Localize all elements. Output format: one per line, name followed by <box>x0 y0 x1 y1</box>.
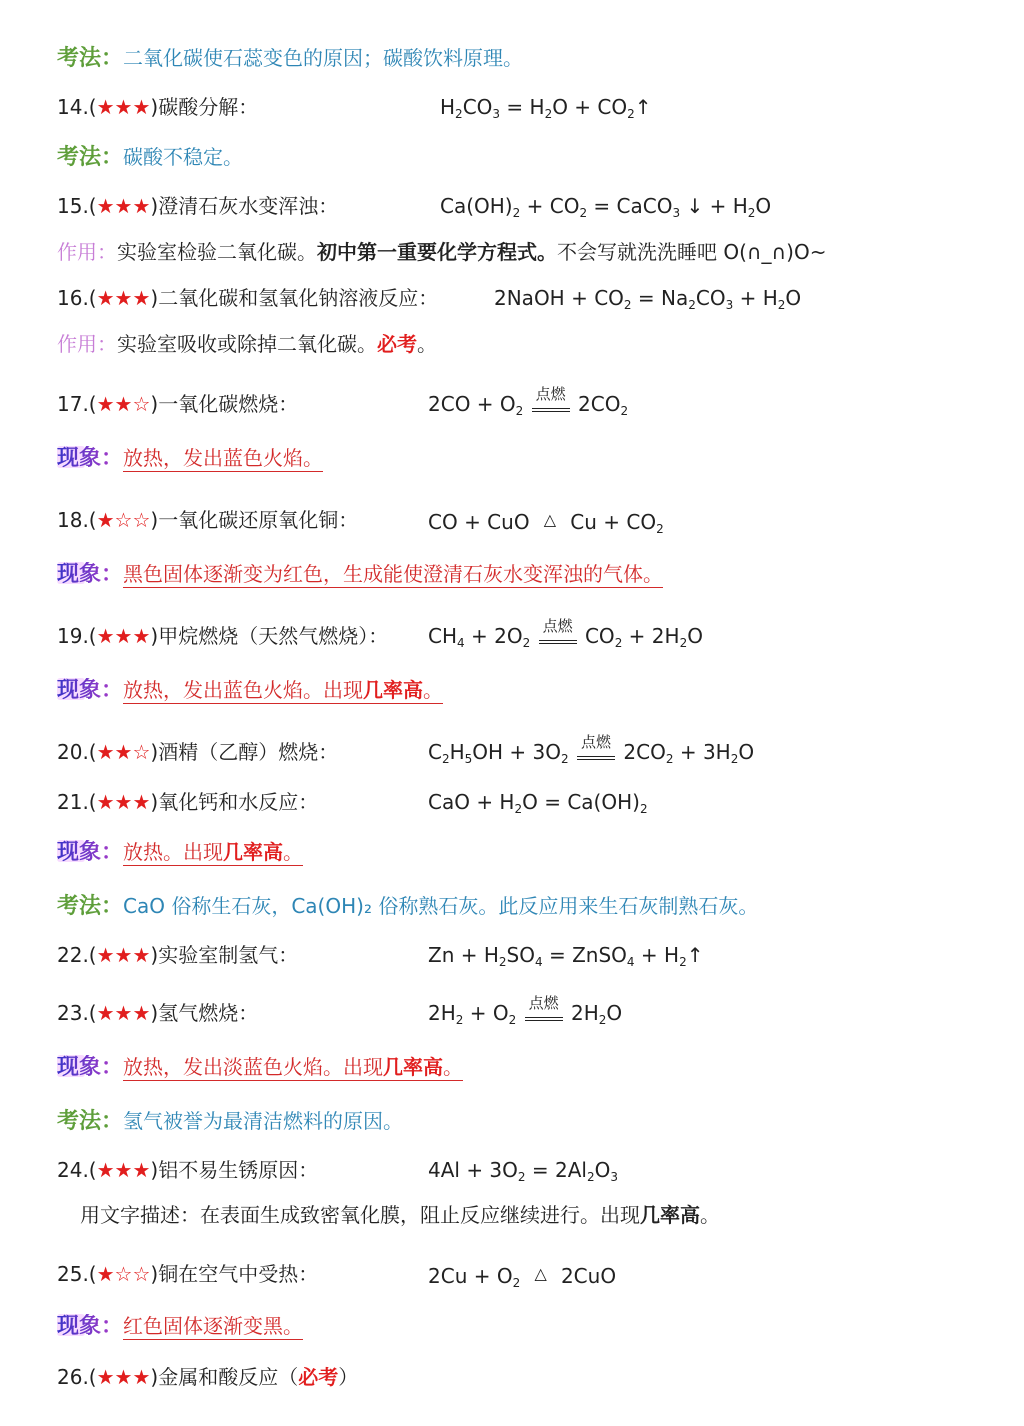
reaction-number: 23.( <box>57 1001 97 1025</box>
zuoyong-line-15 <box>57 239 826 265</box>
star-empty: ☆ <box>132 392 151 416</box>
heat-triangle-icon: △ <box>543 510 557 529</box>
reaction-name: 一氧化碳燃烧： <box>158 392 299 416</box>
star-rating: ★★ <box>96 740 133 764</box>
star-rating: ★★★ <box>96 624 151 648</box>
zuoyong-line-16 <box>57 331 437 357</box>
kaofa-tag: 考法： <box>57 894 124 919</box>
zuoyong-joke: 不会写就洗洗睡吧 O(∩_∩)O~ <box>557 240 827 264</box>
paren: ) <box>150 624 159 648</box>
xianxiang-tag: 现象： <box>57 562 124 587</box>
star-empty: ☆☆ <box>114 508 151 532</box>
xianxiang-tag: 现象： <box>57 840 124 865</box>
reaction-15-title <box>57 193 338 219</box>
reaction-25-title <box>57 1261 318 1287</box>
reaction-17-title <box>57 391 298 417</box>
phenomenon-text: 放热。出现几率高。 <box>123 840 304 864</box>
star-rating: ★★★ <box>96 790 151 814</box>
zuoyong-tag: 作用： <box>57 240 117 264</box>
star-empty: ☆ <box>132 740 151 764</box>
reaction-23-title <box>57 1000 258 1026</box>
equation-14: $H_2CO_3 = H_2O$ + $CO_2↑$ <box>440 95 652 121</box>
paren: ) <box>150 1158 159 1182</box>
reaction-21-title <box>57 789 318 815</box>
punct: 。 <box>417 332 437 356</box>
reaction-number: 26.( <box>57 1365 97 1389</box>
reaction-name: 二氧化碳和氢氧化钠溶液反应： <box>158 286 439 310</box>
paren: ) <box>150 790 159 814</box>
reaction-26-title <box>57 1364 358 1390</box>
reaction-name: 氢气燃烧： <box>158 1001 259 1025</box>
zuoyong-text: 实验室检验二氧化碳。 <box>117 240 317 264</box>
condition-ignite: 点燃 <box>530 398 572 424</box>
equation-17: $2CO + O_2$ 点燃 $2CO_2$ <box>428 391 628 424</box>
reaction-24-title <box>57 1157 318 1183</box>
equation-20: $C_2H_5OH + 3O_2$ 点燃 $2CO_2 + 3H_2O$ <box>428 739 754 772</box>
xianxiang-tag: 现象： <box>57 678 124 703</box>
description-emphasis: 几率高 <box>640 1203 700 1227</box>
xianxiang-line-18 <box>57 561 663 588</box>
reaction-number: 15.( <box>57 194 97 218</box>
paren: ) <box>150 1001 159 1025</box>
paren: ) <box>150 1262 159 1286</box>
equation-21: CaO + $H_2O = Ca(OH)_2$ <box>428 790 648 816</box>
paren: ) <box>150 392 159 416</box>
equation-24: $4Al + 3O_2 = 2Al_2O_3$ <box>428 1158 619 1184</box>
star-rating: ★ <box>96 1262 115 1286</box>
zuoyong-tag: 作用： <box>57 332 117 356</box>
reaction-22-title <box>57 942 298 968</box>
star-rating: ★★★ <box>96 286 151 310</box>
equation-16: 2NaOH + $CO_2 = Na_2CO_3 + H_2O$ <box>494 286 802 312</box>
reaction-number: 20.( <box>57 740 97 764</box>
xianxiang-line-19 <box>57 677 443 704</box>
kaofa-text: CaO 俗称生石灰，Ca(OH)₂ 俗称熟石灰。此反应用来生石灰制熟石灰。 <box>123 894 759 918</box>
reaction-number: 24.( <box>57 1158 97 1182</box>
star-rating: ★★ <box>96 392 133 416</box>
kaofa-line-21 <box>57 893 758 920</box>
condition-ignite: 点燃 <box>523 1007 565 1033</box>
reaction-name: 金属和酸反应（ <box>158 1365 299 1389</box>
xianxiang-line-17 <box>57 445 323 472</box>
phenomenon-text: 放热，发出蓝色火焰。 <box>123 446 324 470</box>
equation-15: $Ca(OH)_2 + CO_2$ = CaCO$_3$ ↓ + $H_2O$ <box>440 194 772 220</box>
equation-23: $2H_2 + O_2$ 点燃 $2H_2O$ <box>428 1000 622 1033</box>
reaction-number: 14.( <box>57 95 97 119</box>
kaofa-tag: 考法： <box>57 46 124 71</box>
star-rating: ★★★ <box>96 1158 151 1182</box>
reaction-16-title <box>57 285 438 311</box>
equation-19: $CH_4 + 2O_2$ 点燃 $CO_2 + 2H_2O$ <box>428 623 703 656</box>
kaofa-text: 氢气被誉为最清洁燃料的原因。 <box>123 1109 404 1133</box>
reaction-name: 酒精（乙醇）燃烧： <box>158 740 339 764</box>
heat-triangle-icon: △ <box>534 1264 547 1283</box>
star-empty: ☆☆ <box>114 1262 151 1286</box>
paren: ) <box>150 95 159 119</box>
xianxiang-tag: 现象： <box>57 446 124 471</box>
reaction-number: 19.( <box>57 624 97 648</box>
equation-22: $Zn + H_2SO_4$ = ZnSO$_4$ + $H_2↑$ <box>428 943 704 969</box>
equation-18: CO + CuO △ $Cu + CO_2$ <box>428 507 664 542</box>
star-rating: ★★★ <box>96 95 151 119</box>
paren: ) <box>150 740 159 764</box>
must-test-label: 必考 <box>298 1365 339 1389</box>
star-rating: ★★★ <box>96 1365 151 1389</box>
xianxiang-line-23 <box>57 1054 463 1081</box>
gas-up-arrow-icon: ↑ <box>686 943 704 967</box>
xianxiang-tag: 现象： <box>57 1314 124 1339</box>
star-rating: ★★★ <box>96 943 151 967</box>
reaction-14-title <box>57 94 258 120</box>
paren: ) <box>150 943 159 967</box>
phenomenon-text: 红色固体逐渐变黑。 <box>123 1314 304 1338</box>
reaction-number: 18.( <box>57 508 97 532</box>
reaction-number: 16.( <box>57 286 97 310</box>
paren: ) <box>150 1365 159 1389</box>
reaction-18-title <box>57 507 358 533</box>
phenomenon-text: 黑色固体逐渐变为红色，生成能使澄清石灰水变浑浊的气体。 <box>123 562 664 586</box>
kaofa-tag: 考法： <box>57 145 124 170</box>
must-test-label: 必考 <box>377 332 417 356</box>
gas-up-arrow-icon: ↑ <box>634 95 652 119</box>
condition-ignite: 点燃 <box>537 630 579 656</box>
paren: ) <box>150 194 159 218</box>
punct: 。 <box>700 1203 720 1227</box>
xianxiang-line-25 <box>57 1313 303 1340</box>
reaction-20-title <box>57 739 338 765</box>
condition-ignite: 点燃 <box>575 746 617 772</box>
zuoyong-text: 实验室吸收或除掉二氧化碳。 <box>117 332 377 356</box>
reaction-19-title <box>57 623 388 649</box>
phenomenon-text: 放热，发出淡蓝色火焰。出现几率高。 <box>123 1055 464 1079</box>
zuoyong-emphasis: 初中第一重要化学方程式。 <box>317 240 557 264</box>
reaction-number: 22.( <box>57 943 97 967</box>
paren: ) <box>150 508 159 532</box>
reaction-number: 17.( <box>57 392 97 416</box>
reaction-number: 21.( <box>57 790 97 814</box>
star-rating: ★ <box>96 508 115 532</box>
kaofa-line-14 <box>57 144 243 171</box>
kaofa-text: 碳酸不稳定。 <box>123 145 244 169</box>
reaction-name: 实验室制氢气： <box>158 943 299 967</box>
paren: ） <box>338 1365 359 1389</box>
star-rating: ★★★ <box>96 1001 151 1025</box>
description-line-24 <box>80 1202 720 1228</box>
description-text: 用文字描述：在表面生成致密氧化膜，阻止反应继续进行。出现 <box>80 1203 640 1227</box>
reaction-name: 铜在空气中受热： <box>158 1262 319 1286</box>
kaofa-line-13 <box>57 45 523 72</box>
kaofa-text: 二氧化碳使石蕊变色的原因；碳酸饮料原理。 <box>123 46 524 70</box>
reaction-number: 25.( <box>57 1262 97 1286</box>
reaction-name: 一氧化碳还原氧化铜： <box>158 508 359 532</box>
equation-25: $2Cu + O_2$ △ 2CuO <box>428 1261 616 1296</box>
reaction-name: 澄清石灰水变浑浊： <box>158 194 339 218</box>
kaofa-tag: 考法： <box>57 1109 124 1134</box>
kaofa-line-23 <box>57 1108 403 1135</box>
paren: ) <box>150 286 159 310</box>
reaction-name: 碳酸分解： <box>158 95 259 119</box>
star-rating: ★★★ <box>96 194 151 218</box>
reaction-name: 氧化钙和水反应： <box>158 790 319 814</box>
reaction-name: 铝不易生锈原因： <box>158 1158 319 1182</box>
phenomenon-text: 放热，发出蓝色火焰。出现几率高。 <box>123 678 444 702</box>
reaction-name: 甲烷燃烧（天然气燃烧）： <box>158 624 389 648</box>
xianxiang-line-21 <box>57 839 303 866</box>
xianxiang-tag: 现象： <box>57 1055 124 1080</box>
